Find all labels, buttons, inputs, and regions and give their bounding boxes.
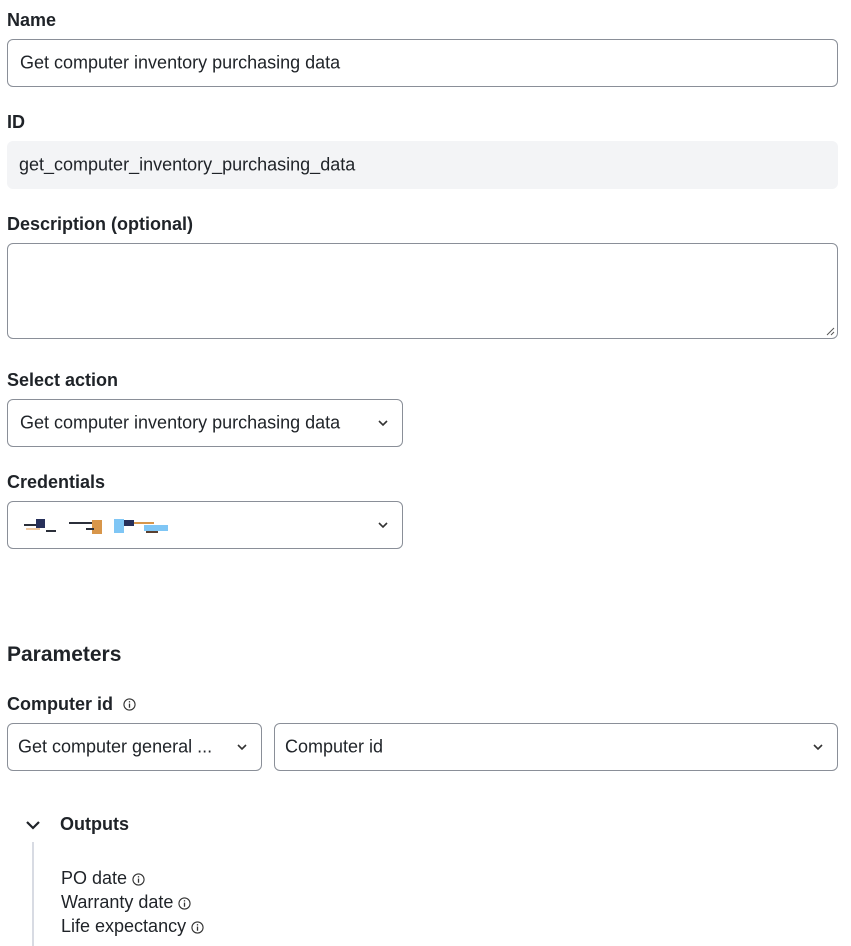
description-textarea[interactable] xyxy=(7,243,838,339)
action-select-value: Get computer inventory purchasing data xyxy=(20,412,341,433)
chevron-down-icon xyxy=(24,816,42,834)
field-select-value: Computer id xyxy=(285,736,384,757)
computer-id-label-row xyxy=(7,694,136,715)
select-action-label: Select action xyxy=(7,370,119,390)
redacted-credential-value xyxy=(24,517,174,535)
output-item xyxy=(61,916,204,937)
source-select-value: Get computer general ... xyxy=(18,736,213,757)
id-value: get_computer_inventory_purchasing_data xyxy=(19,154,356,175)
credentials-label: Credentials xyxy=(7,472,106,492)
name-input[interactable] xyxy=(7,39,838,87)
chevron-down-icon xyxy=(376,416,390,430)
description-label: Description (optional) xyxy=(7,214,193,234)
computer-id-field-select[interactable] xyxy=(274,723,838,771)
computer-id-label: Computer id xyxy=(7,694,113,714)
parameters-title: Parameters xyxy=(7,643,122,666)
output-item-label: PO date xyxy=(61,868,128,888)
computer-id-source-select[interactable] xyxy=(7,723,262,771)
info-icon[interactable] xyxy=(191,921,204,934)
chevron-down-icon xyxy=(235,740,249,754)
chevron-down-icon xyxy=(376,518,390,532)
output-item-label: Life expectancy xyxy=(61,916,187,936)
credentials-select[interactable] xyxy=(7,501,403,549)
chevron-down-icon xyxy=(811,740,825,754)
name-label: Name xyxy=(7,10,57,30)
id-field xyxy=(7,141,838,189)
name-input-value: Get computer inventory purchasing data xyxy=(20,52,341,73)
info-icon[interactable] xyxy=(178,897,191,910)
info-icon[interactable] xyxy=(132,873,145,886)
outputs-divider xyxy=(32,842,34,946)
action-select[interactable] xyxy=(7,399,403,447)
info-icon[interactable] xyxy=(123,698,136,711)
outputs-toggle[interactable] xyxy=(24,814,129,835)
outputs-title: Outputs xyxy=(60,814,129,834)
resize-handle-icon[interactable] xyxy=(825,326,835,336)
output-item-label: Warranty date xyxy=(61,892,174,912)
output-item xyxy=(61,892,191,913)
id-label: ID xyxy=(7,112,25,132)
output-item xyxy=(61,868,145,889)
